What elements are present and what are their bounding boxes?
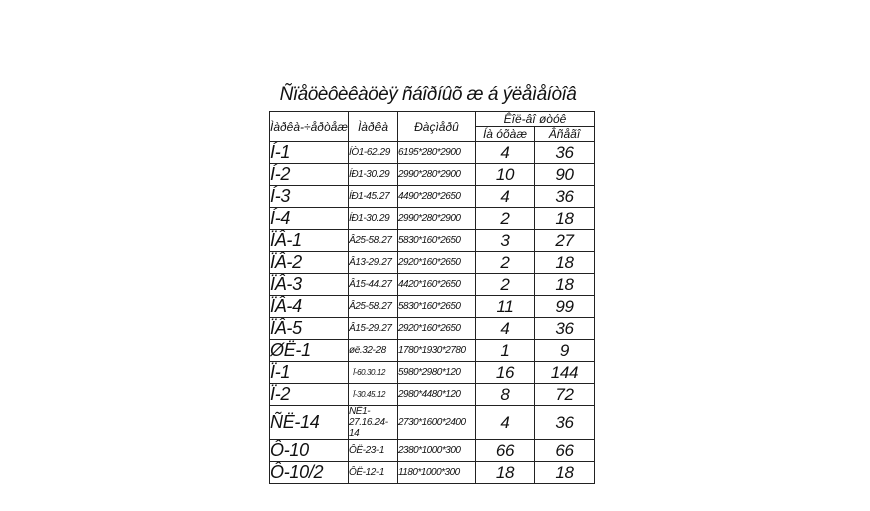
table-row: [270, 274, 595, 296]
cell-dims: 2920*160*2650: [397, 318, 475, 340]
cell-mark: Ô-10: [270, 440, 349, 462]
cell-total: 18: [534, 274, 594, 296]
cell-quantity: 4: [475, 142, 534, 164]
cell-form: ÑË1-27.16.24-14: [348, 406, 397, 440]
cell-dims: 2920*160*2650: [397, 252, 475, 274]
cell-dims: 4490*280*2650: [397, 186, 475, 208]
cell-dims: 1180*1000*300: [397, 462, 475, 484]
cell-form: ÍÒ1-62.29: [348, 142, 397, 164]
cell-mark: ÏÂ-3: [270, 274, 349, 296]
header-per-floor: Íà óõàæ: [475, 127, 534, 142]
cell-dims: 4420*160*2650: [397, 274, 475, 296]
cell-quantity: 2: [475, 274, 534, 296]
cell-form: Â25-58.27: [348, 230, 397, 252]
cell-mark: Í-1: [270, 142, 349, 164]
cell-dims: 5980*2980*120: [397, 362, 475, 384]
cell-quantity: 10: [475, 164, 534, 186]
cell-mark: ÑË-14: [270, 406, 349, 440]
cell-mark: ÏÂ-4: [270, 296, 349, 318]
cell-dims: 5830*160*2650: [397, 296, 475, 318]
cell-quantity: 2: [475, 208, 534, 230]
cell-quantity: 1: [475, 340, 534, 362]
cell-form: Â25-58.27: [348, 296, 397, 318]
cell-mark: ØË-1: [270, 340, 349, 362]
cell-dims: 6195*280*2900: [397, 142, 475, 164]
cell-quantity: 4: [475, 318, 534, 340]
cell-form: Â15-44.27: [348, 274, 397, 296]
cell-mark: ÏÂ-5: [270, 318, 349, 340]
cell-total: 18: [534, 208, 594, 230]
cell-total: 99: [534, 296, 594, 318]
table-row: [270, 164, 595, 186]
cell-quantity: 66: [475, 440, 534, 462]
cell-quantity: 11: [475, 296, 534, 318]
cell-dims: 2990*280*2900: [397, 164, 475, 186]
table-header: [270, 112, 595, 142]
cell-quantity: 16: [475, 362, 534, 384]
header-quantity-group: Êîë-âî øòóê: [475, 112, 594, 127]
cell-mark: Í-3: [270, 186, 349, 208]
cell-quantity: 2: [475, 252, 534, 274]
cell-total: 36: [534, 406, 594, 440]
cell-form: Ï-60.30.12: [348, 362, 397, 384]
cell-total: 18: [534, 252, 594, 274]
table-row: [270, 462, 595, 484]
cell-form: ÔË-23-1: [348, 440, 397, 462]
cell-total: 27: [534, 230, 594, 252]
cell-form: Ï-30.45.12: [348, 384, 397, 406]
cell-mark: Í-4: [270, 208, 349, 230]
cell-form: ÍÐ1-30.29: [348, 164, 397, 186]
header-total: Âñåãî: [534, 127, 594, 142]
table-body: [270, 142, 595, 484]
cell-dims: 5830*160*2650: [397, 230, 475, 252]
header-form: Ìàðêà: [348, 112, 397, 142]
cell-total: 18: [534, 462, 594, 484]
cell-form: ÔË-12-1: [348, 462, 397, 484]
table-row: [270, 340, 595, 362]
cell-total: 36: [534, 142, 594, 164]
cell-form: ÍÐ1-30.29: [348, 208, 397, 230]
table-row: [270, 362, 595, 384]
cell-quantity: 4: [475, 186, 534, 208]
cell-mark: Ô-10/2: [270, 462, 349, 484]
table-row: [270, 186, 595, 208]
table-row: [270, 208, 595, 230]
cell-dims: 2380*1000*300: [397, 440, 475, 462]
cell-dims: 1780*1930*2780: [397, 340, 475, 362]
cell-quantity: 3: [475, 230, 534, 252]
cell-total: 72: [534, 384, 594, 406]
cell-quantity: 18: [475, 462, 534, 484]
cell-quantity: 8: [475, 384, 534, 406]
cell-total: 36: [534, 186, 594, 208]
cell-dims: 2980*4480*120: [397, 384, 475, 406]
cell-form: øë.32-28: [348, 340, 397, 362]
table-row: [270, 296, 595, 318]
cell-total: 36: [534, 318, 594, 340]
table-row: [270, 252, 595, 274]
cell-dims: 2990*280*2900: [397, 208, 475, 230]
header-dims: Ðàçìåðû: [397, 112, 475, 142]
cell-form: Â13-29.27: [348, 252, 397, 274]
table-row: [270, 142, 595, 164]
header-mark: Ìàðêà-÷åðòåæ: [270, 112, 349, 142]
table-row: [270, 406, 595, 440]
cell-total: 9: [534, 340, 594, 362]
cell-mark: ÏÂ-1: [270, 230, 349, 252]
cell-form: ÍÐ1-45.27: [348, 186, 397, 208]
table-row: [270, 384, 595, 406]
cell-total: 144: [534, 362, 594, 384]
cell-form: Â15-29.27: [348, 318, 397, 340]
cell-dims: 2730*1600*2400: [397, 406, 475, 440]
cell-quantity: 4: [475, 406, 534, 440]
cell-mark: Ï-2: [270, 384, 349, 406]
cell-total: 66: [534, 440, 594, 462]
cell-mark: Ï-1: [270, 362, 349, 384]
table-row: [270, 318, 595, 340]
specification-table: [269, 111, 595, 484]
document-title: Ñïåöèôèêàöèÿ ñáîðíûõ æ á ýëåìåíòîâ: [279, 84, 577, 105]
table-row: [270, 440, 595, 462]
cell-mark: ÏÂ-2: [270, 252, 349, 274]
table-row: [270, 230, 595, 252]
cell-mark: Í-2: [270, 164, 349, 186]
cell-total: 90: [534, 164, 594, 186]
